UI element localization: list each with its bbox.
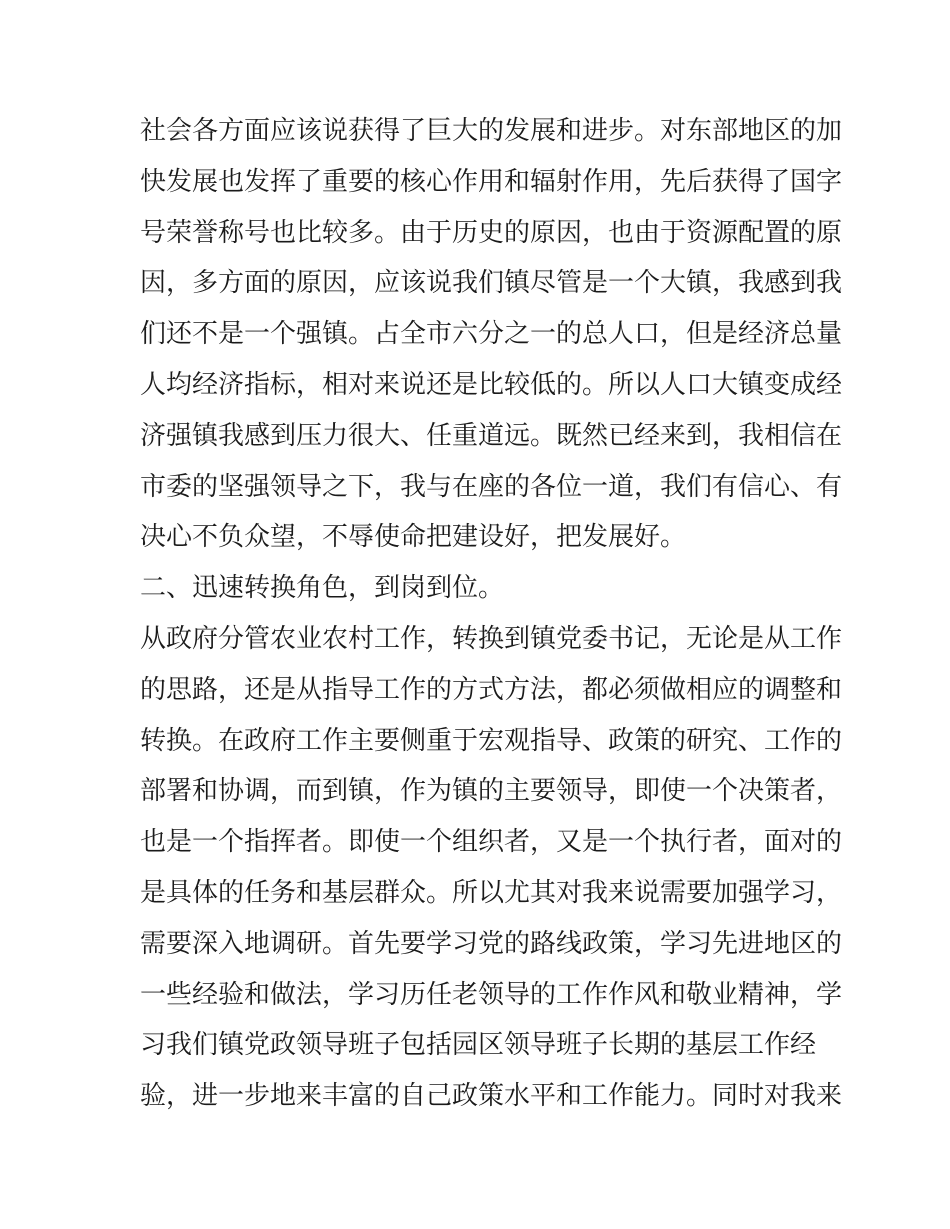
text-line: 快发展也发挥了重要的核心作用和辐射作用，先后获得了国字 [140,166,843,197]
text-line: 部署和协调，而到镇，作为镇的主要领导，即使一个决策者， [140,776,843,807]
text-line: 济强镇我感到压力很大、任重道远。既然已经来到，我相信在 [140,420,843,451]
text-line: 验，进一步地来丰富的自己政策水平和工作能力。同时对我来 [140,1081,843,1112]
text-line: 市委的坚强领导之下，我与在座的各位一道，我们有信心、有 [140,471,843,502]
text-line: 也是一个指挥者。即使一个组织者，又是一个执行者，面对的 [140,827,843,858]
text-line: 决心不负众望，不辱使命把建设好，把发展好。 [140,522,687,553]
text-line: 的思路，还是从指导工作的方式方法，都必须做相应的调整和 [140,674,843,705]
text-line: 从政府分管农业农村工作，转换到镇党委书记，无论是从工作 [140,623,843,654]
text-line: 是具体的任务和基层群众。所以尤其对我来说需要加强学习， [140,877,843,908]
text-line: 社会各方面应该说获得了巨大的发展和进步。对东部地区的加 [140,116,843,146]
text-line: 习我们镇党政领导班子包括园区领导班子长期的基层工作经 [140,1030,817,1061]
text-line: 一些经验和做法，学习历任老领导的工作作风和敬业精神，学 [140,979,843,1010]
text-line: 们还不是一个强镇。占全市六分之一的总人口，但是经济总量 [140,319,843,350]
text-line: 号荣誉称号也比较多。由于历史的原因，也由于资源配置的原 [140,217,843,248]
text-line: 因，多方面的原因，应该说我们镇尽管是一个大镇，我感到我 [140,268,843,299]
text-line: 人均经济指标，相对来说还是比较低的。所以人口大镇变成经 [140,369,843,400]
text-line: 需要深入地调研。首先要学习党的路线政策，学习先进地区的 [140,928,843,959]
section-heading: 二、迅速转换角色，到岗到位。 [140,573,505,604]
text-line: 转换。在政府工作主要侧重于宏观指导、政策的研究、工作的 [140,725,843,756]
body-text [140,106,843,1122]
